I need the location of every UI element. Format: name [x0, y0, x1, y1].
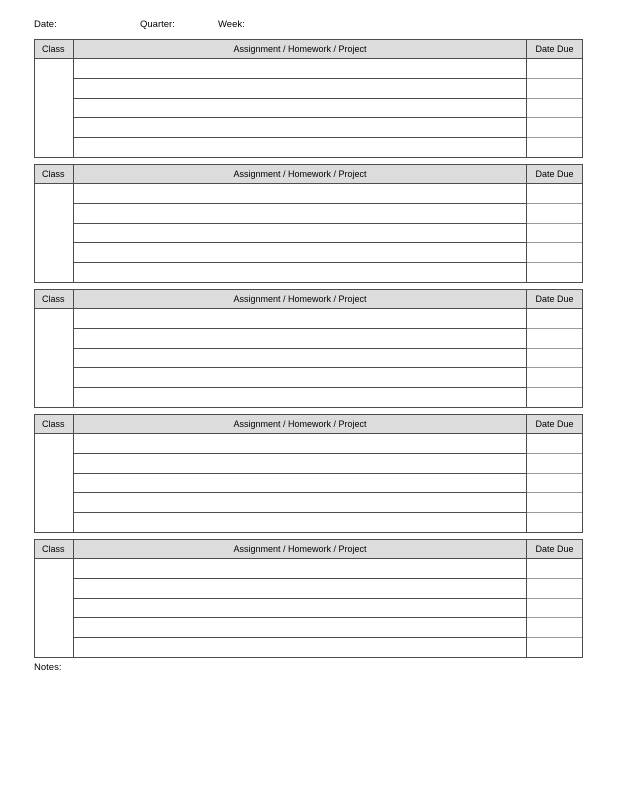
table-header-row [35, 415, 582, 434]
date-due-cell[interactable] [527, 599, 582, 619]
date-due-cell[interactable] [527, 434, 582, 454]
column-header-class: Class [35, 40, 74, 58]
assignment-cell[interactable] [74, 329, 526, 349]
column-header-date-due: Date Due [535, 544, 574, 554]
table-body [35, 434, 582, 532]
assignment-cell[interactable] [74, 368, 526, 388]
table-header-row [35, 40, 582, 59]
notes-label: Notes: [34, 662, 62, 673]
assignment-cell[interactable] [74, 454, 526, 474]
date-due-column [527, 59, 582, 157]
column-header-class: Class [35, 540, 74, 558]
assignment-cell[interactable] [74, 388, 526, 407]
assignment-cell[interactable] [74, 59, 526, 79]
date-due-cell[interactable] [527, 263, 582, 282]
table-body [35, 309, 582, 407]
column-header-assignment: Assignment / Homework / Project [74, 415, 527, 433]
date-due-cell[interactable] [527, 368, 582, 388]
date-due-cell[interactable] [527, 388, 582, 407]
header-fields-row [34, 18, 583, 32]
date-due-column [527, 309, 582, 407]
date-due-cell[interactable] [527, 579, 582, 599]
column-header-date-due: Date Due [535, 169, 574, 179]
notes-writing-area[interactable] [34, 678, 583, 788]
assignment-cell[interactable] [74, 243, 526, 263]
assignment-cell[interactable] [74, 263, 526, 282]
assignment-cell[interactable] [74, 434, 526, 454]
assignment-block-3 [34, 289, 583, 408]
assignment-cell[interactable] [74, 309, 526, 329]
assignment-cell[interactable] [74, 99, 526, 119]
column-header-assignment: Assignment / Homework / Project [74, 40, 527, 58]
date-due-cell[interactable] [527, 99, 582, 119]
column-header-date-due: Date Due [535, 44, 574, 54]
date-due-cell[interactable] [527, 204, 582, 224]
date-due-column [527, 184, 582, 282]
column-header-date-due: Date Due [535, 294, 574, 304]
table-header-row [35, 540, 582, 559]
assignment-block-1 [34, 39, 583, 158]
assignment-column [74, 184, 527, 282]
table-body [35, 184, 582, 282]
date-due-cell[interactable] [527, 349, 582, 369]
assignment-cell[interactable] [74, 559, 526, 579]
date-due-cell[interactable] [527, 454, 582, 474]
column-header-date-due: Date Due [535, 419, 574, 429]
class-cell[interactable] [35, 59, 74, 157]
date-due-cell[interactable] [527, 138, 582, 157]
assignment-column [74, 559, 527, 657]
assignment-cell[interactable] [74, 599, 526, 619]
date-due-cell[interactable] [527, 59, 582, 79]
date-due-cell[interactable] [527, 638, 582, 657]
date-due-cell[interactable] [527, 474, 582, 494]
class-cell[interactable] [35, 184, 74, 282]
date-due-cell[interactable] [527, 243, 582, 263]
date-due-cell[interactable] [527, 559, 582, 579]
assignment-cell[interactable] [74, 349, 526, 369]
date-field-label: Date: [34, 19, 57, 30]
assignment-cell[interactable] [74, 513, 526, 532]
class-cell[interactable] [35, 559, 74, 657]
quarter-field-label: Quarter: [140, 19, 175, 30]
assignment-cell[interactable] [74, 493, 526, 513]
column-header-class: Class [35, 290, 74, 308]
table-body [35, 59, 582, 157]
assignment-column [74, 434, 527, 532]
assignment-cell[interactable] [74, 138, 526, 157]
assignment-cell[interactable] [74, 118, 526, 138]
class-cell[interactable] [35, 434, 74, 532]
table-body [35, 559, 582, 657]
date-due-cell[interactable] [527, 329, 582, 349]
date-due-cell[interactable] [527, 618, 582, 638]
table-header-row [35, 290, 582, 309]
column-header-assignment: Assignment / Homework / Project [74, 165, 527, 183]
date-due-cell[interactable] [527, 309, 582, 329]
week-field-label: Week: [218, 19, 245, 30]
date-due-cell[interactable] [527, 118, 582, 138]
column-header-assignment: Assignment / Homework / Project [74, 540, 527, 558]
assignment-block-2 [34, 164, 583, 283]
column-header-assignment: Assignment / Homework / Project [74, 290, 527, 308]
assignment-cell[interactable] [74, 579, 526, 599]
assignment-block-4 [34, 414, 583, 533]
assignment-cell[interactable] [74, 618, 526, 638]
assignment-cell[interactable] [74, 204, 526, 224]
assignment-column [74, 59, 527, 157]
class-cell[interactable] [35, 309, 74, 407]
assignment-cell[interactable] [74, 224, 526, 244]
date-due-column [527, 559, 582, 657]
date-due-column [527, 434, 582, 532]
column-header-class: Class [35, 415, 74, 433]
assignment-cell[interactable] [74, 79, 526, 99]
assignment-cell[interactable] [74, 184, 526, 204]
table-header-row [35, 165, 582, 184]
date-due-cell[interactable] [527, 513, 582, 532]
assignment-cell[interactable] [74, 474, 526, 494]
assignment-column [74, 309, 527, 407]
column-header-class: Class [35, 165, 74, 183]
date-due-cell[interactable] [527, 184, 582, 204]
date-due-cell[interactable] [527, 493, 582, 513]
assignment-cell[interactable] [74, 638, 526, 657]
assignment-block-5 [34, 539, 583, 658]
date-due-cell[interactable] [527, 79, 582, 99]
date-due-cell[interactable] [527, 224, 582, 244]
